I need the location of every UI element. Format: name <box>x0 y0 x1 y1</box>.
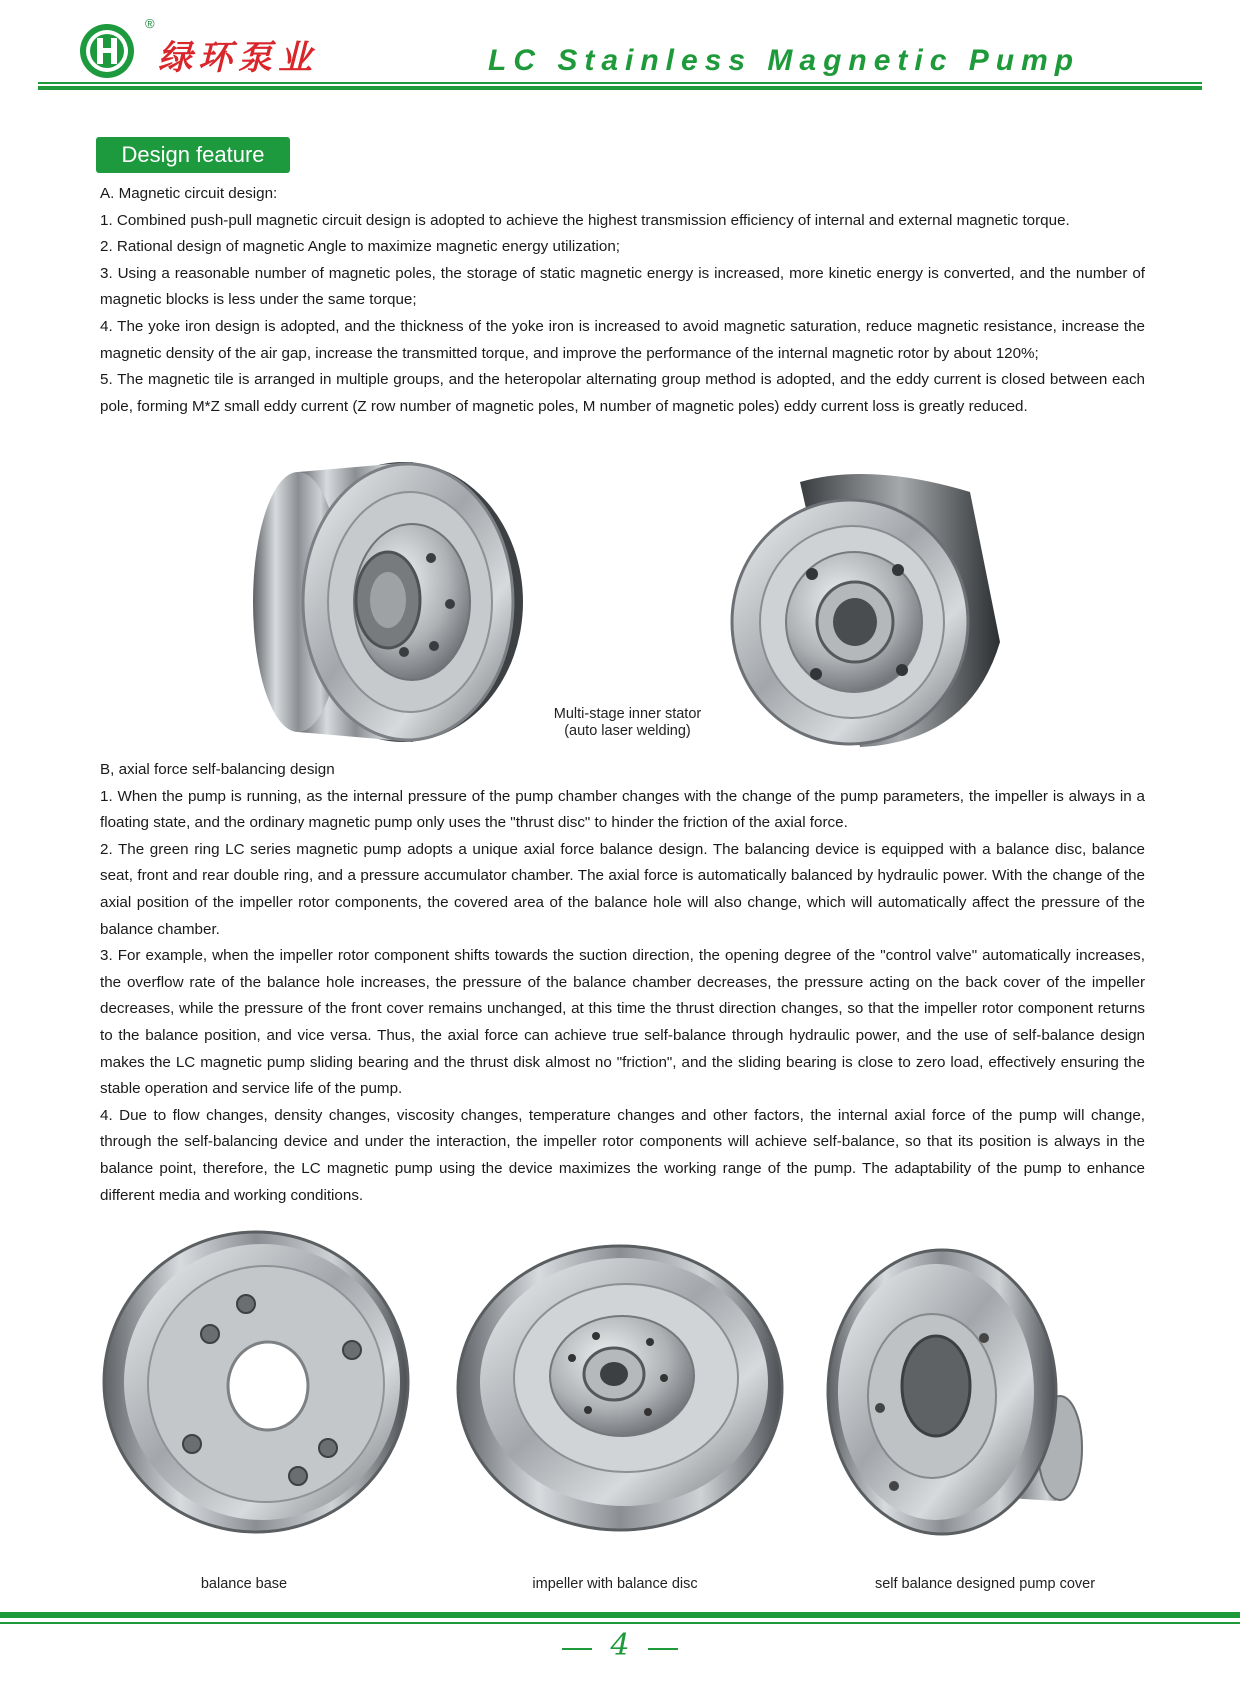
inner-stator-photo-right <box>720 462 1010 752</box>
section-b-item: 3. For example, when the impeller rotor component shifts towards the suction direction, the opening degree of the "control valve" automatically increases, the overflow rate of the balance hole increases, the pressure of the balance chamber decreases, the pressure acting on the back cover of the impeller decreases, while the pressure of the front cover remains unchanged, at this time the thrust direction changes, so that the impeller rotor component returns to the balance position, and vice versa. Thus, the axial force can achieve true self-balance through hydraulic power, and the use of self-balance design makes the LC magnetic pump sliding bearing and the thrust disk almost no "friction", and the sliding bearing is close to zero load, effectively ensuring the stable operation and service life of the pump. <box>100 947 1145 1098</box>
figure-1-caption-line1: Multi-stage inner stator <box>553 706 702 722</box>
section-b-item: 1. When the pump is running, as the internal pressure of the pump chamber changes with the change of the pump parameters, the impeller is always in a floating state, and the ordinary magnetic pump only uses the "thrust disc" to hinder the friction of the axial force. <box>100 787 1145 832</box>
balance-base-photo <box>96 1222 412 1538</box>
impeller-balance-disc-photo <box>454 1238 786 1538</box>
figure-1-caption-line2: (auto laser welding) <box>564 723 691 739</box>
registered-mark: ® <box>145 16 155 31</box>
section-b-item: 2. The green ring LC series magnetic pump adopts a unique axial force balance design. The balancing device is equipped with a balance disc, balance seat, front and rear double ring, and a pressure accumulator chamber. The axial force is automatically balanced by hydraulic power. With the change of the axial position of the impeller rotor components, the covered area of the balance hole will also change, which will automatically affect the pressure of the balance chamber. <box>100 840 1145 938</box>
page-number: 4 <box>570 1628 670 1663</box>
section-b-heading: B, axial force self-balancing design <box>100 761 335 778</box>
impeller-caption: impeller with balance disc <box>532 1576 698 1592</box>
company-logo-icon <box>78 22 136 80</box>
brand-name-cn: 绿环泵业 <box>158 38 318 78</box>
section-tag: Design feature <box>96 137 290 173</box>
section-a-text <box>100 181 1145 420</box>
section-a-heading: A. Magnetic circuit design: <box>100 185 278 202</box>
section-a-item: 3. Using a reasonable number of magnetic poles, the storage of static magnetic energy is increased, more kinetic energy is converted, and the number of magnetic blocks is less under the same torque; <box>100 264 1145 309</box>
header-divider-thick <box>38 86 1202 90</box>
section-a-item: 1. Combined push-pull magnetic circuit design is adopted to achieve the highest transmission efficiency of internal and external magnetic torque. <box>100 211 1070 229</box>
pump-cover-photo <box>824 1246 1086 1546</box>
section-a-item: 5. The magnetic tile is arranged in multiple groups, and the heteropolar alternating group method is adopted, and the eddy current is closed between each pole, forming M*Z small eddy current (Z row number of magnetic poles, M number of magnetic poles) eddy current loss is greatly reduced. <box>100 371 1145 415</box>
footer-divider-thick <box>0 1612 1240 1618</box>
figure-1-caption <box>520 706 735 740</box>
inner-stator-photo-left <box>238 452 528 747</box>
header-divider <box>38 82 1202 84</box>
header-title: LC Stainless Magnetic Pump <box>488 44 1081 77</box>
section-a-item: 2. Rational design of magnetic Angle to maximize magnetic energy utilization; <box>100 238 621 256</box>
section-b-text <box>100 757 1145 1209</box>
balance-base-caption: balance base <box>200 1576 288 1592</box>
footer-divider <box>0 1622 1240 1624</box>
section-b-item: 4. Due to flow changes, density changes, viscosity changes, temperature changes and other factors, the internal axial force of the pump will change, through the self-balancing device and under the interaction, the impeller rotor components will achieve self-balance, so that its position is always in the balance point, therefore, the LC magnetic pump using the device maximizes the working range of the pump. The adaptability of the pump to enhance different media and working conditions. <box>100 1106 1145 1204</box>
section-a-item: 4. The yoke iron design is adopted, and the thickness of the yoke iron is increased to avoid magnetic saturation, reduce magnetic resistance, increase the magnetic density of the air gap, increase the transmitted torque, and improve the performance of the internal magnetic rotor by about 120%; <box>100 317 1145 362</box>
pump-cover-caption: self balance designed pump cover <box>874 1576 1096 1592</box>
